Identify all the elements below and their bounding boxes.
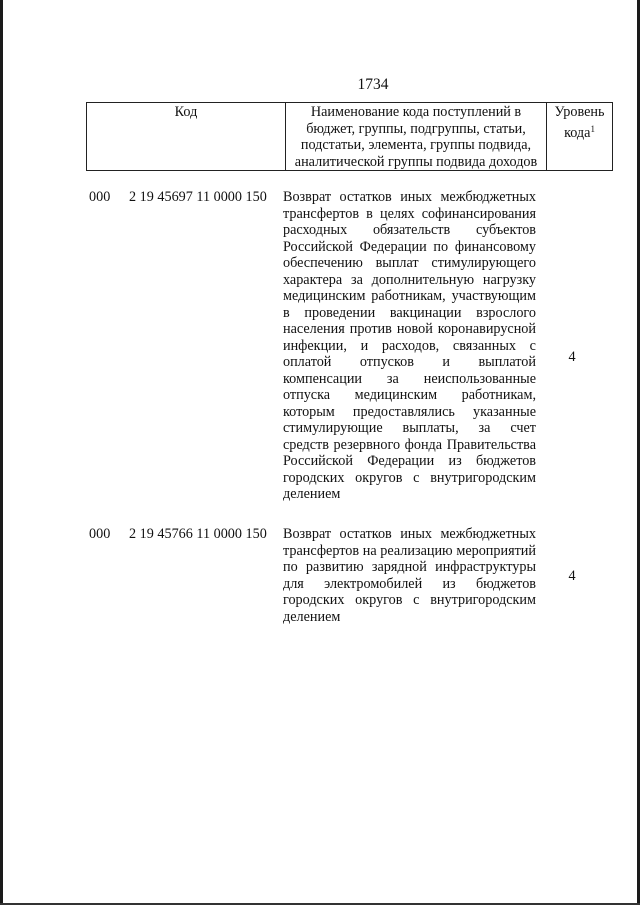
header-row	[87, 103, 613, 171]
income-code-name: Возврат остатков иных межбюджетных трансфертов в целях софинансирования расходных обязательств субъектов Российской Федерации по финансовому обеспечению выплат стимулирующего характера за дополнительную нагрузку медицинским работникам, участвующим в проведении вакцинации взрослого населения против новой коронавирусной инфекции, и расходов, связанных с оплатой отпусков и выплатой компенсации за неиспользованные отпуска медицинским работникам, которым предоставлялись указанные стимулирующие выплаты, за счет средств резервного фонда Правительства Российской Федерации из бюджетов городских округов с внутригородским делением	[283, 189, 536, 502]
header-code-label: Код	[174, 104, 198, 120]
admin-code: 000	[89, 189, 111, 205]
code-level: 4	[568, 349, 576, 365]
scan-border-left	[0, 0, 3, 905]
header-name-cell	[286, 103, 547, 171]
table-header	[86, 102, 613, 171]
page-number: 1734	[357, 76, 389, 93]
header-level-cell	[547, 103, 613, 171]
income-code-name: Возврат остатков иных межбюджетных трансфертов на реализацию мероприятий по развитию зарядной инфраструктуры для электромобилей из бюджетов городских округов с внутригородским делением	[283, 526, 536, 625]
header-level-footnote: 1	[590, 123, 595, 134]
header-level-label: Уровень кода	[554, 104, 605, 141]
header-code-cell	[87, 103, 286, 171]
code-level: 4	[568, 568, 576, 584]
budget-classification-code: 2 19 45697 11 0000 150	[129, 189, 267, 205]
header-name-label: Наименование кода поступлений в бюджет, группы, подгруппы, статьи, подстатьи, элемента, группы подвида, аналитической группы подвида доходов	[294, 104, 538, 170]
admin-code: 000	[89, 526, 111, 542]
budget-classification-code: 2 19 45766 11 0000 150	[129, 526, 267, 542]
